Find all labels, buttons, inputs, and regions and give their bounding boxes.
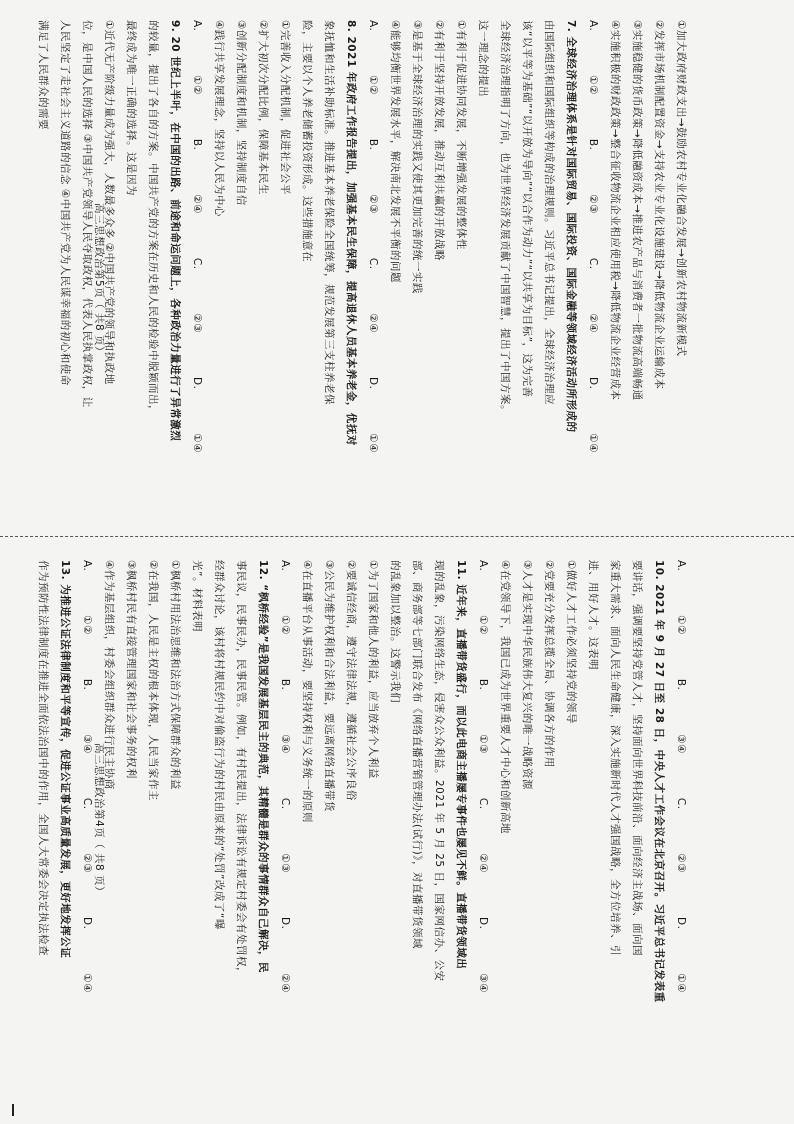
text-line: ①为了国家和他人的利益，应当放弃个人利益 bbox=[367, 560, 379, 779]
text-line: 要讲话，强调要坚持党管人才，坚持面向世界科技前沿、面向经济主战场、面向国 bbox=[631, 560, 643, 956]
text-line: ③公民为维护权利和合法利益，要远离网络直播带货 bbox=[323, 560, 335, 812]
text-line: ②党要充分发挥总揽全局、协调各方的作用 bbox=[543, 560, 555, 768]
text-line: 象抚恤和生活补助标准。推进基本养老保险全国统筹，规范发展第三支柱养老保 bbox=[323, 20, 335, 405]
text-line: 的较量，提出了各自的方案。中国共产党的方案在历史和人民的检验中脱颖而出， bbox=[147, 20, 159, 416]
text-line: A. ①② B. ②④ C. ②③ D. ①④ bbox=[191, 20, 203, 454]
rotated-question-block bbox=[37, 20, 692, 540]
text-line: 进、用好人才。这表明 bbox=[587, 560, 599, 670]
text-line: 险，主要以个人养老储蓄投资形成。这些措施意在 bbox=[301, 20, 313, 262]
text-line: ②扩大初次分配比例，保障基本民生 bbox=[257, 20, 269, 195]
text-line: 7. 全球经济治理体系是针对国际贸易、国际投资、国际金融等领域经济活动所形成的 bbox=[565, 20, 577, 433]
text-line: 12. “枫桥经验”是我国发展基层民主的典范，其精髓是群众的事情群众自己解决，民 bbox=[257, 560, 269, 974]
text-line: ①有利于促进协同发展，不断增强发展的整体性 bbox=[455, 20, 467, 250]
text-line: ①近代无产阶级力量成为强大，人数最多众多 ②中国共产党的领导和执政地 bbox=[103, 20, 115, 385]
text-line: 经群众讨论，该村将村规民约中对偷盗行为的村民由原来的“处罚”改成了“曝 bbox=[213, 560, 225, 930]
page-fold-divider bbox=[0, 536, 794, 537]
page-footer: 高三思想政治第5页（ 共8 页） bbox=[93, 202, 105, 358]
text-line: ②有利于坚持开放发展，推动互利共赢的开放战略 bbox=[433, 20, 445, 261]
page-upper-half bbox=[0, 20, 794, 540]
text-line: ②发挥市场机制配置资金→支持农业专业化设施建设→降低物流企业运输成本 bbox=[653, 20, 665, 390]
text-line: 事民议，民事民办，民事民管。例如，有村民提出，法律诉讼有规定村委会有处罚权， bbox=[235, 560, 247, 978]
text-line: 人民坚定了走社会主义道路的信念 ④中国共产党为人民谋幸福的初心和使命 bbox=[59, 20, 71, 386]
text-line: 位，是中国人民的选择 ③中国共产党领导人民夺取政权，代表人民执掌政权，让 bbox=[81, 20, 93, 408]
text-line: 由国际组织和国际组织等构成的治理规则。习近平总书记提出，全球经济治理应 bbox=[543, 20, 555, 405]
text-line: ③是基于全球经济治理的实践又使其更加完善的统一实践 bbox=[411, 20, 423, 294]
text-line: ②要诚信经商，遵守法律法规，遵循社会公序良俗 bbox=[345, 560, 357, 801]
text-line: A. ①② B. ③④ C. ①③ D. ②④ bbox=[279, 560, 291, 994]
text-line: 最终成为唯一正确的选择。这是因为 bbox=[125, 20, 137, 196]
page-footer: 高三思想政治第4页（ 共8 页） bbox=[93, 742, 105, 898]
text-line: 作为预防性法律制度在推进全面依法治国中的作用，全国人大常委会决定执法检查 bbox=[37, 560, 49, 956]
text-line: A. ①② B. ③④ C. ②③ D. ①④ bbox=[675, 560, 687, 994]
text-line: 全球经济治理指明了方向，也为世界经济发展贡献了中国智慧，提出了中国方案。 bbox=[499, 20, 511, 416]
text-line: 这一理念的提出 bbox=[477, 20, 489, 97]
text-line: 10. 2021 年 9 月 27 日至 28 日，中央人才工作会议在北京召开。习近平总书记发表重 bbox=[653, 560, 665, 1003]
text-line: ③实施稳健的货币政策→降低融资成本→推进农产品与消费者一批物流高端畅通 bbox=[631, 20, 643, 401]
text-line: A. ①② B. ①③ C. ②④ D. ③④ bbox=[477, 560, 489, 994]
text-line: 11. 近年来，直播带货盛行，而以此电商主播屡专事件也屡见不鲜。直播带货领域出 bbox=[455, 560, 467, 970]
rotated-question-block bbox=[37, 560, 692, 1080]
text-line: ①完善收入分配机制，促进社会公平 bbox=[279, 20, 291, 195]
text-line: 家重大需求、面向人民生命健康，深入实施新时代人才强国战略，全方位培养、引 bbox=[609, 560, 621, 956]
text-line: A. ①② B. ③④ C. ②③ D. ①④ bbox=[81, 560, 93, 994]
text-line: ④在直播平台从事活动，要坚持权利与义务统一的原则 bbox=[301, 560, 313, 823]
text-line: 该“以平等为基础”“以开放为导向”“以合作为动力”“以共享为目标”，这为完善 bbox=[521, 20, 533, 398]
text-line: 现的乱象，污染网络生态，侵害众公众利益。2021 年 5 月 25 日，国家网信办、公安 bbox=[433, 560, 445, 982]
text-line: ①加大政府财政支出→鼓励农村专业化融合发展→创新农村物流新模式 bbox=[675, 20, 687, 357]
text-line: 部、商务部等七部门联合发布《网络直播营销管理办法(试行)》，对直播带货领域 bbox=[411, 560, 423, 949]
text-line: ④实施积极的财政政策→整合征收物流企业相应使用税→降低物流企业经营成本 bbox=[609, 20, 621, 401]
text-line: 的乱象加以整治。这警示我们 bbox=[389, 560, 401, 703]
text-line: 8. 2021 年政府工作报告提出，加强基本民生保障，提高退休人员基本养老金，优抚对 bbox=[345, 20, 357, 446]
text-line: ③枫桥村民有直接管理国家和社会事务的权利 bbox=[125, 560, 137, 779]
text-line: ④作为基层组织，村委会组织群众进行民主协商 bbox=[103, 560, 115, 790]
text-line: A. ①② B. ②③ C. ②④ D. ①④ bbox=[587, 20, 599, 454]
text-line: ①做好人才工作必须坚持党的领导 bbox=[565, 560, 577, 724]
text-line: 满足了人民群众的需要 bbox=[37, 20, 49, 130]
page-lower-half bbox=[0, 560, 794, 1080]
text-line: ④在党领导下，我国已成为世界重要人才中心和创新高地 bbox=[499, 560, 511, 834]
text-line: 9. 20 世纪上半叶，在中国的出路、前途和命运问题上，各种政治力量进行了异常激烈 bbox=[169, 20, 181, 442]
text-line: 光”。材料表明 bbox=[191, 560, 203, 632]
text-line: ①枫桥村用法治思维和法治方式保障群众的利益 bbox=[169, 560, 181, 790]
text-line: A. ①② B. ②③ C. ②④ D. ①④ bbox=[367, 20, 379, 454]
text-line: ②在我国，人民是主权的根本体现，人民当家作主 bbox=[147, 560, 159, 801]
text-line: 13. 为推进公证法律制度和平等宣传，促进公证事业高质量发展，更好地发挥公证 bbox=[59, 560, 71, 959]
text-line: ④践行共享发展理念，坚持以人民为中心 bbox=[213, 20, 225, 217]
scan-edge-mark bbox=[12, 1104, 14, 1116]
text-line: ③人才是实现中华民族伟大复兴的唯一战略资源 bbox=[521, 560, 533, 790]
text-line: ④能够均衡世界发展水平，解决南北发展不平衡的问题 bbox=[389, 20, 401, 283]
text-line: ③创新分配制度和机制，坚持制度自信 bbox=[235, 20, 247, 206]
